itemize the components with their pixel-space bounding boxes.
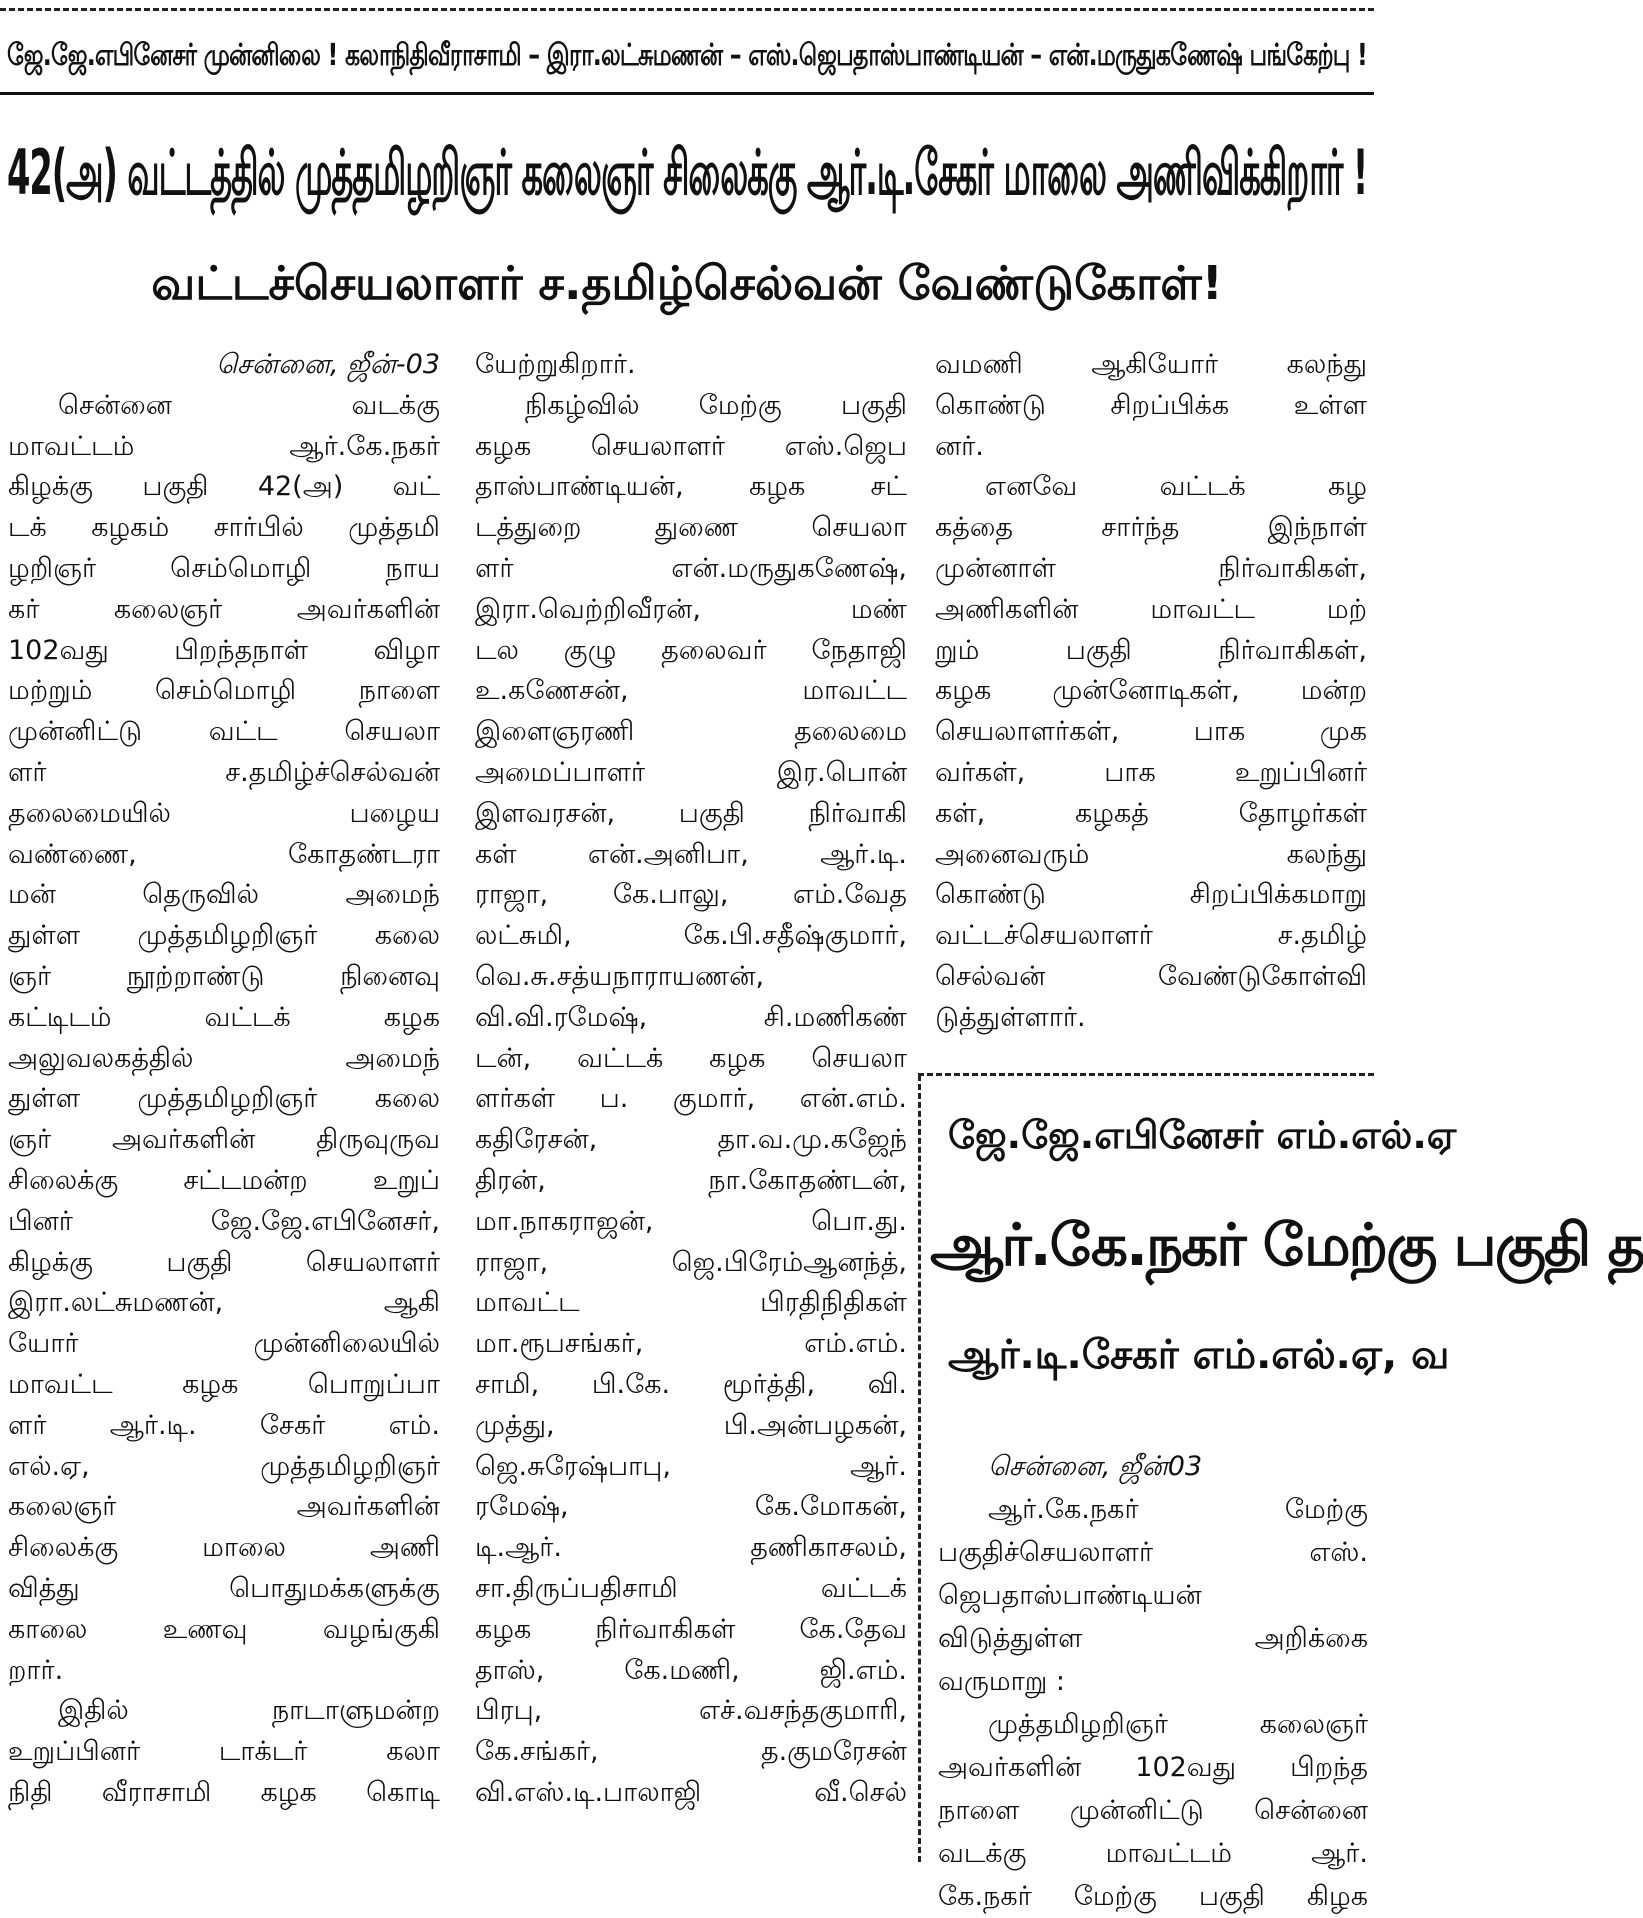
text-line: அவர்களின் 102வது பிறந்த — [938, 1752, 1368, 1783]
text-line: மா.நாகராஜன், பொ.து. — [475, 1205, 907, 1237]
box-kicker: ஜே.ஜே.எபினேசர் எம்.எல்.ஏ — [948, 1113, 1457, 1157]
dateline: சென்னை, ஜீன்-03 — [216, 349, 440, 380]
box-left-dashed-border — [918, 1075, 921, 1862]
text-line: ஆர்.கே.நகர் மேற்கு — [988, 1494, 1368, 1525]
text-line: அலுவலகத்தில் அமைந் — [8, 1042, 440, 1074]
text-line: விடுத்துள்ள அறிக்கை — [938, 1623, 1368, 1654]
box-subhead: ஆர்.டி.சேகர் எம்.எல்.ஏ, வ — [948, 1332, 1450, 1378]
text-line: கழக நிர்வாகிகள் கே.தேவ — [475, 1613, 907, 1645]
text-line: வி.எஸ்.டி.பாலாஜி வீ.செல் — [475, 1776, 907, 1808]
box-headline: ஆர்.கே.நகர் மேற்கு பகுதி த — [930, 1211, 1643, 1279]
paragraph — [475, 345, 907, 386]
text-line: அனைவரும் கலந்து — [935, 838, 1367, 870]
text-line: அமைப்பாளர் இர.பொன் — [475, 756, 907, 788]
text-line: டத்துறை துணை செயலா — [475, 512, 907, 544]
paragraph — [8, 386, 440, 1692]
text-line: மற்றும் செம்மொழி நாளை — [8, 675, 440, 707]
text-line: 102வது பிறந்தநாள் விழா — [8, 634, 440, 666]
text-line: வடக்கு மாவட்டம் ஆர். — [938, 1838, 1368, 1869]
text-line: னர். — [935, 430, 984, 462]
paragraph — [938, 1703, 1368, 1918]
text-line: வர்கள், பாக உறுப்பினர் — [935, 756, 1367, 788]
text-line: கள், கழகத் தோழர்கள் — [935, 797, 1367, 829]
text-line: பகுதிச்செயலாளர் எஸ். — [938, 1537, 1368, 1568]
text-line: துள்ள முத்தமிழறிஞர் கலை — [8, 1083, 440, 1115]
text-line: வி.வி.ரமேஷ், சி.மணிகண் — [475, 1001, 907, 1033]
text-line: றார். — [8, 1654, 64, 1686]
text-line: திரன், நா.கோதண்டன், — [475, 1164, 907, 1196]
text-line: கழக முன்னோடிகள், மன்ற — [935, 675, 1367, 707]
text-line: மாவட்ட பிரதிநிதிகள் — [475, 1287, 907, 1319]
text-line: வட்டச்செயலாளர் ச.தமிழ் — [935, 920, 1367, 952]
article-column-2 — [475, 345, 907, 1814]
text-line: வண்ணை, கோதண்டரா — [8, 838, 440, 870]
text-line: எனவே வட்டக் கழ — [985, 471, 1367, 503]
text-line: சா.திருப்பதிசாமி வட்டக் — [475, 1572, 907, 1604]
text-line: செல்வன் வேண்டுகோள்வி — [935, 960, 1367, 992]
text-line: வருமாறு : — [938, 1666, 1065, 1697]
text-line: மாவட்ட கழக பொறுப்பா — [8, 1368, 440, 1400]
text-line: இளைஞரணி தலைமை — [475, 716, 907, 748]
text-line: முன்னிட்டு வட்ட செயலா — [8, 716, 440, 748]
paragraph — [935, 345, 1367, 467]
text-line: கர் கலைஞர் அவர்களின் — [8, 593, 440, 625]
kicker-rule — [0, 92, 1374, 95]
text-line: இரா.லட்சுமணன், ஆகி — [8, 1287, 440, 1319]
text-line: தாஸ், கே.மணி, ஜி.எம். — [475, 1654, 907, 1686]
box-article-column — [938, 1445, 1368, 1918]
text-line: ராஜா, கே.பாலு, எம்.வேத — [475, 879, 907, 911]
kicker-line: ஜே.ஜே.எபினேசர் முன்னிலை ! கலாநிதிவீராசாமி – இரா.லட்சுமணன் – எஸ்.ஜெபதாஸ்பாண்டியன் – என்.மருதுகணேஷ் பங்கேற்பு ! — [7, 38, 1368, 73]
text-line: கட்டிடம் வட்டக் கழக — [8, 1001, 440, 1033]
text-line: கதிரேசன், தா.வ.மு.கஜேந் — [475, 1124, 907, 1156]
article-column-3 — [935, 345, 1367, 1039]
text-line: கழக செயலாளர் எஸ்.ஜெப — [475, 430, 907, 462]
text-line: ரமேஷ், கே.மோகன், — [475, 1491, 907, 1523]
text-line: கலைஞர் அவர்களின் — [8, 1491, 440, 1523]
text-line: இதில் நாடாளுமன்ற — [58, 1695, 440, 1727]
text-line: கிழக்கு பகுதி 42(அ) வட் — [8, 471, 440, 503]
text-line: டக் கழகம் சார்பில் முத்தமி — [8, 512, 440, 544]
text-line: கே.சங்கர், த.குமரேசன் — [475, 1736, 907, 1768]
text-line: மாவட்டம் ஆர்.கே.நகர் — [8, 430, 440, 462]
main-headline: 42(அ) வட்டத்தில் முத்தமிழறிஞர் கலைஞர் சிலைக்கு ஆர்.டி.சேகர் மாலை அணிவிக்கிறார் ! — [7, 136, 1368, 209]
text-line: நிதி வீராசாமி கழக கொடி — [8, 1776, 440, 1808]
text-line: யேற்றுகிறார். — [475, 349, 636, 380]
text-line: ஜெபதாஸ்பாண்டியன் — [938, 1580, 1202, 1611]
text-line: வித்து பொதுமக்களுக்கு — [8, 1572, 440, 1604]
text-line: இரா.வெற்றிவீரன், மண் — [475, 593, 907, 625]
text-line: பினர் ஜே.ஜே.எபினேசர், — [8, 1205, 440, 1237]
text-line: மா.ரூபசங்கர், எம்.எம். — [475, 1328, 907, 1360]
text-line: கத்தை சார்ந்த இந்நாள் — [935, 512, 1367, 544]
text-line: வமணி ஆகியோர் கலந்து — [935, 349, 1367, 380]
text-line: உறுப்பினர் டாக்டர் கலா — [8, 1736, 440, 1768]
text-line: காலை உணவு வழங்குகி — [8, 1613, 440, 1645]
text-line: தாஸ்பாண்டியன், கழக சட் — [475, 471, 907, 503]
text-line: றும் பகுதி நிர்வாகிகள், — [935, 634, 1367, 666]
text-line: டுத்துள்ளார். — [935, 1001, 1086, 1033]
text-line: துள்ள முத்தமிழறிஞர் கலை — [8, 920, 440, 952]
text-line: யோர் முன்னிலையில் — [8, 1328, 440, 1360]
paragraph — [8, 1691, 440, 1813]
text-line: ளர் ஆர்.டி. சேகர் எம். — [8, 1409, 440, 1441]
text-line: முத்தமிழறிஞர் கலைஞர் — [988, 1709, 1368, 1740]
text-line: சென்னை வடக்கு — [58, 389, 440, 421]
text-line: உ.கணேசன், மாவட்ட — [475, 675, 907, 707]
text-line: ளர் என்.மருதுகணேஷ், — [475, 552, 907, 584]
text-line: ஞர் அவர்களின் திருவுருவ — [8, 1124, 440, 1156]
text-line: ளர்கள் ப. குமார், என்.எம். — [475, 1083, 907, 1115]
text-line: எல்.ஏ, முத்தமிழறிஞர் — [8, 1450, 440, 1482]
text-line: சிலைக்கு சட்டமன்ற உறுப் — [8, 1164, 440, 1196]
article-column-1 — [8, 345, 440, 1814]
text-line: பிரபு, எச்.வசந்தகுமாரி, — [475, 1695, 907, 1727]
text-line: நாளை முன்னிட்டு சென்னை — [938, 1795, 1368, 1826]
text-line: கொண்டு சிறப்பிக்கமாறு — [935, 879, 1367, 911]
text-line: ஜெ.சுரேஷ்பாபு, ஆர். — [475, 1450, 907, 1482]
text-line: டல குழு தலைவர் நேதாஜி — [475, 634, 907, 666]
text-line: ளர் ச.தமிழ்ச்செல்வன் — [8, 756, 440, 788]
top-dashed-border — [0, 8, 1374, 11]
text-line: செயலாளர்கள், பாக முக — [935, 716, 1367, 748]
text-line: முன்னாள் நிர்வாகிகள், — [935, 552, 1367, 584]
box-top-dashed-border — [918, 1073, 1374, 1076]
text-line: கொண்டு சிறப்பிக்க உள்ள — [935, 389, 1367, 421]
text-line: கள் என்.அனிபா, ஆர்.டி. — [475, 838, 907, 870]
text-line: ராஜா, ஜெ.பிரேம்ஆனந்த், — [475, 1246, 907, 1278]
text-line: நிகழ்வில் மேற்கு பகுதி — [525, 389, 907, 421]
text-line: டி.ஆர். தணிகாசலம், — [475, 1532, 907, 1564]
paragraph — [935, 467, 1367, 1038]
text-line: இளவரசன், பகுதி நிர்வாகி — [475, 797, 907, 829]
paragraph — [938, 1488, 1368, 1703]
text-line: தலைமையில் பழைய — [8, 797, 440, 829]
text-line: சிலைக்கு மாலை அணி — [8, 1532, 440, 1564]
text-line: கிழக்கு பகுதி செயலாளர் — [8, 1246, 440, 1278]
text-line: லட்சுமி, கே.பி.சதீஷ்குமார், — [475, 920, 907, 952]
text-line: சாமி, பி.கே. மூர்த்தி, வி. — [475, 1368, 907, 1400]
box-dateline: சென்னை, ஜீன்03 — [988, 1451, 1203, 1482]
text-line: அணிகளின் மாவட்ட மற் — [935, 593, 1367, 625]
text-line: வெ.சு.சத்யநாராயணன், — [475, 960, 765, 992]
paragraph — [475, 386, 907, 1814]
text-line: மன் தெருவில் அமைந் — [8, 879, 440, 911]
text-line: டன், வட்டக் கழக செயலா — [475, 1042, 907, 1074]
text-line: ஞர் நூற்றாண்டு நினைவு — [8, 960, 440, 992]
text-line: முத்து, பி.அன்பழகன், — [475, 1409, 907, 1441]
sub-headline: வட்டச்செயலாளர் ச.தமிழ்செல்வன் வேண்டுகோள்! — [151, 256, 1223, 310]
text-line: கே.நகர் மேற்கு பகுதி கிழக — [938, 1881, 1368, 1912]
text-line: ழறிஞர் செம்மொழி நாய — [8, 552, 440, 584]
